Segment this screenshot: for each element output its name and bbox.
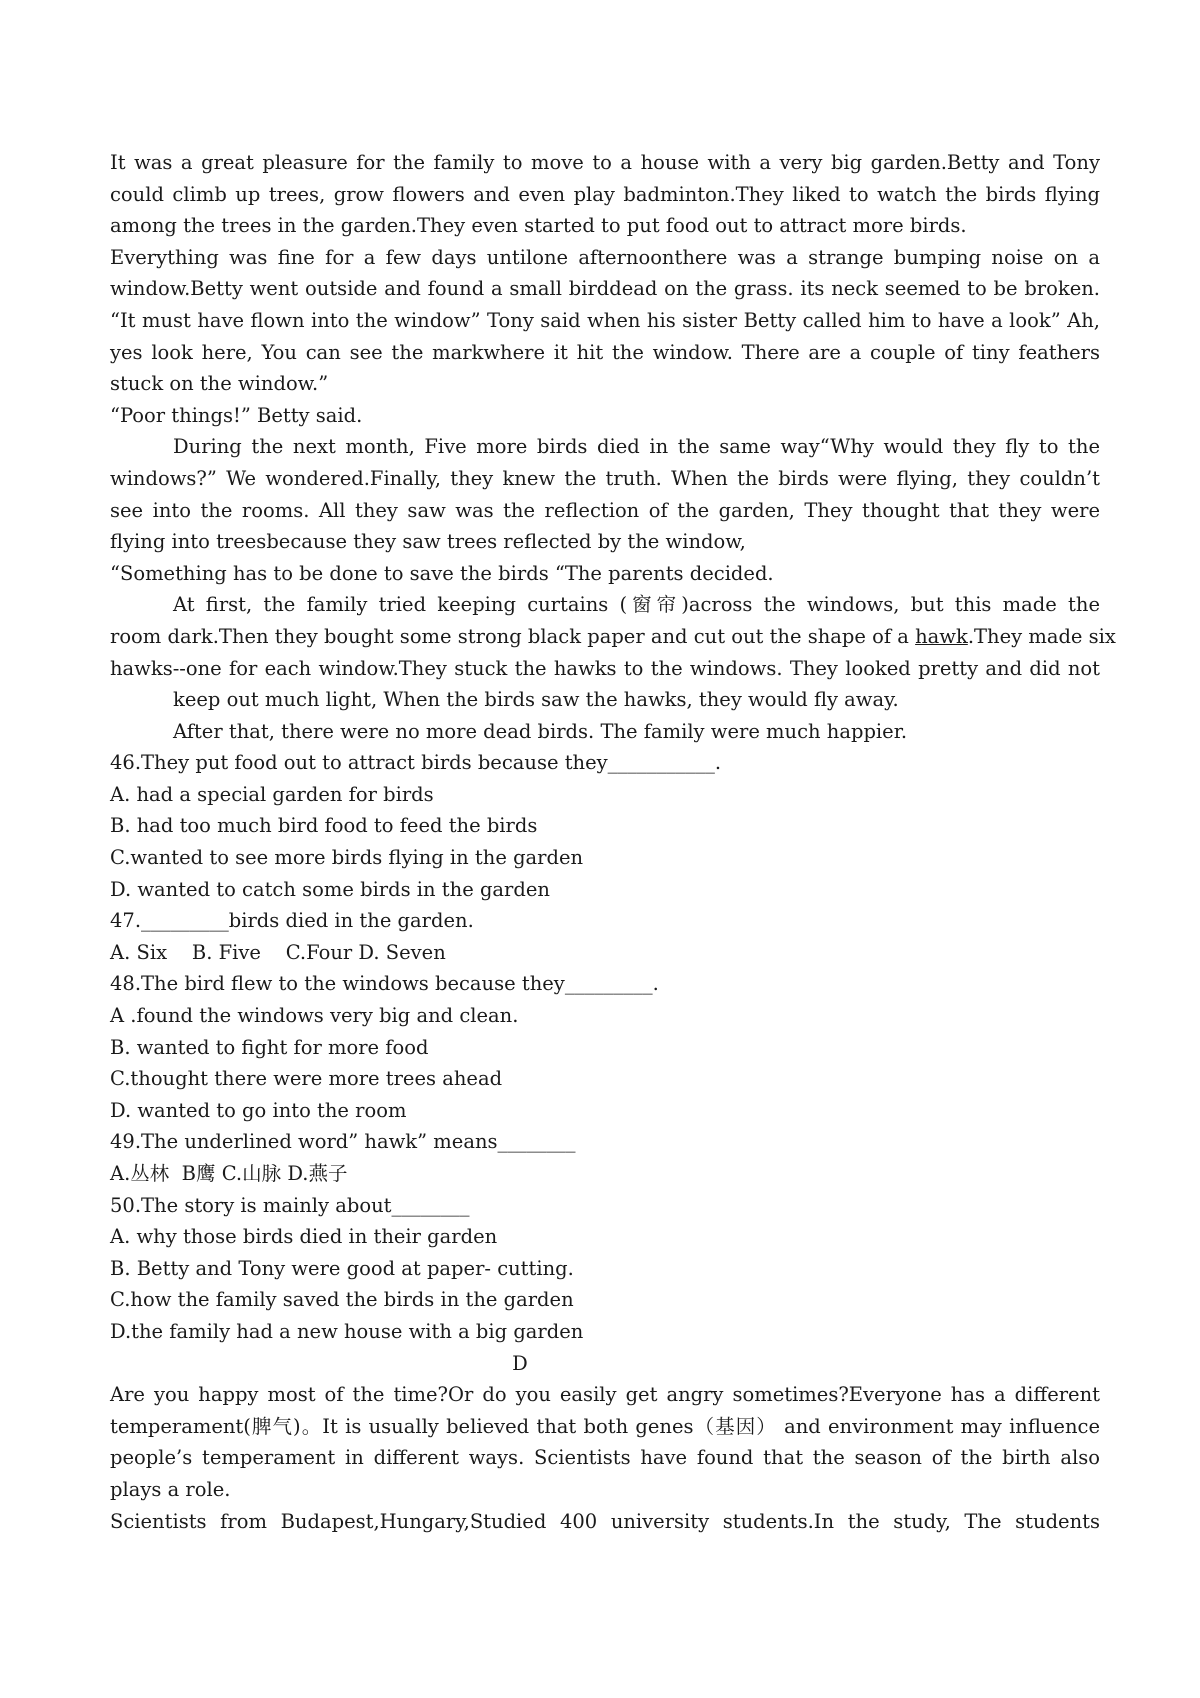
- passage-d: [110, 1348, 1100, 1538]
- passage-segment: .They made six: [967, 624, 1116, 648]
- answer-option: A .found the windows very big and clean.: [110, 1004, 519, 1028]
- underlined-word-hawk: hawk: [915, 624, 968, 648]
- section-heading: D: [512, 1351, 528, 1375]
- document-content: [110, 147, 1116, 1537]
- passage-line: people’s temperament in different ways. Scientists have found that the season of the birth also: [110, 1446, 1100, 1470]
- answer-option: A. had a special garden for birds: [110, 782, 434, 806]
- passage-c: [110, 147, 1116, 747]
- question-50: [110, 1190, 1100, 1348]
- passage-line: temperament(脾气)。It is usually believed that both genes（基因） and environment may influence: [110, 1414, 1100, 1438]
- passage-line: Everything was fine for a few days untilone afternoonthere was a strange bumping noise on a: [110, 245, 1100, 269]
- answer-option: B. wanted to fight for more food: [110, 1035, 429, 1059]
- answer-option: B. Betty and Tony were good at paper- cutting.: [110, 1256, 574, 1280]
- passage-line: After that, there were no more dead birds. The family were much happier.: [173, 719, 908, 743]
- answer-option: B. had too much bird food to feed the birds: [110, 814, 538, 838]
- passage-line: could climb up trees, grow flowers and even play badminton.They liked to watch the birds flying: [110, 182, 1100, 206]
- answer-option: A. why those birds died in their garden: [110, 1225, 498, 1249]
- passage-line: hawks--one for each window.They stuck the hawks to the windows. They looked pretty and did not: [110, 656, 1100, 680]
- passage-line: window.Betty went outside and found a small birddead on the grass. its neck seemed to be broken.: [110, 277, 1100, 301]
- question-47: [110, 905, 1100, 968]
- passage-line: windows?” We wondered.Finally, they knew the truth. When the birds were flying, they couldn’t: [110, 466, 1100, 490]
- passage-line: “It must have flown into the window” Tony said when his sister Betty called him to have a look” Ah,: [110, 308, 1100, 332]
- passage-segment: room dark.Then they bought some strong black paper and cut out the shape of a: [110, 624, 916, 648]
- passage-line: At first, the family tried keeping curtains (窗帘)across the windows, but this made the: [173, 593, 1100, 617]
- passage-line-with-underline: [110, 621, 1116, 653]
- passage-line: Are you happy most of the time?Or do you easily get angry sometimes?Everyone has a different: [110, 1383, 1100, 1407]
- question-stem: 48.The bird flew to the windows because they_________.: [110, 972, 659, 996]
- answer-options-inline: A.丛林 B鹰 C.山脉 D.燕子: [110, 1162, 348, 1185]
- answer-option: C.wanted to see more birds flying in the garden: [110, 846, 584, 870]
- passage-line: flying into treesbecause they saw trees reflected by the window,: [110, 530, 746, 554]
- answer-option: D. wanted to go into the room: [110, 1098, 407, 1122]
- passage-line: plays a role.: [110, 1477, 231, 1501]
- passage-line: Scientists from Budapest,Hungary,Studied 400 university students.In the study, The students: [110, 1509, 1100, 1533]
- question-46: [110, 747, 1100, 905]
- answer-option: D.the family had a new house with a big garden: [110, 1319, 584, 1343]
- answer-options-inline: A. Six B. Five C.Four D. Seven: [110, 940, 446, 964]
- answer-option: C.how the family saved the birds in the garden: [110, 1288, 574, 1312]
- passage-line: During the next month, Five more birds died in the same way“Why would they fly to the: [173, 435, 1100, 459]
- passage-line: yes look here, You can see the markwhere it hit the window. There are a couple of tiny feathers: [110, 340, 1100, 364]
- question-stem: 46.They put food out to attract birds because they___________.: [110, 751, 722, 775]
- passage-line: among the trees in the garden.They even started to put food out to attract more birds.: [110, 214, 967, 238]
- question-stem: 47._________birds died in the garden.: [110, 909, 474, 933]
- question-49: [110, 1126, 1100, 1189]
- passage-line: It was a great pleasure for the family to move to a house with a very big garden.Betty and Tony: [110, 151, 1100, 174]
- passage-line: “Something has to be done to save the birds “The parents decided.: [110, 561, 774, 585]
- answer-option: C.thought there were more trees ahead: [110, 1067, 503, 1091]
- question-stem: 49.The underlined word” hawk” means________: [110, 1130, 576, 1154]
- question-stem: 50.The story is mainly about________: [110, 1193, 470, 1217]
- question-48: [110, 968, 1100, 1126]
- passage-line: stuck on the window.”: [110, 372, 329, 396]
- answer-option: D. wanted to catch some birds in the garden: [110, 877, 550, 901]
- passage-line: keep out much light, When the birds saw the hawks, they would fly away.: [173, 688, 899, 712]
- passage-line: see into the rooms. All they saw was the reflection of the garden, They thought that they were: [110, 498, 1100, 522]
- passage-line: “Poor things!” Betty said.: [110, 403, 363, 427]
